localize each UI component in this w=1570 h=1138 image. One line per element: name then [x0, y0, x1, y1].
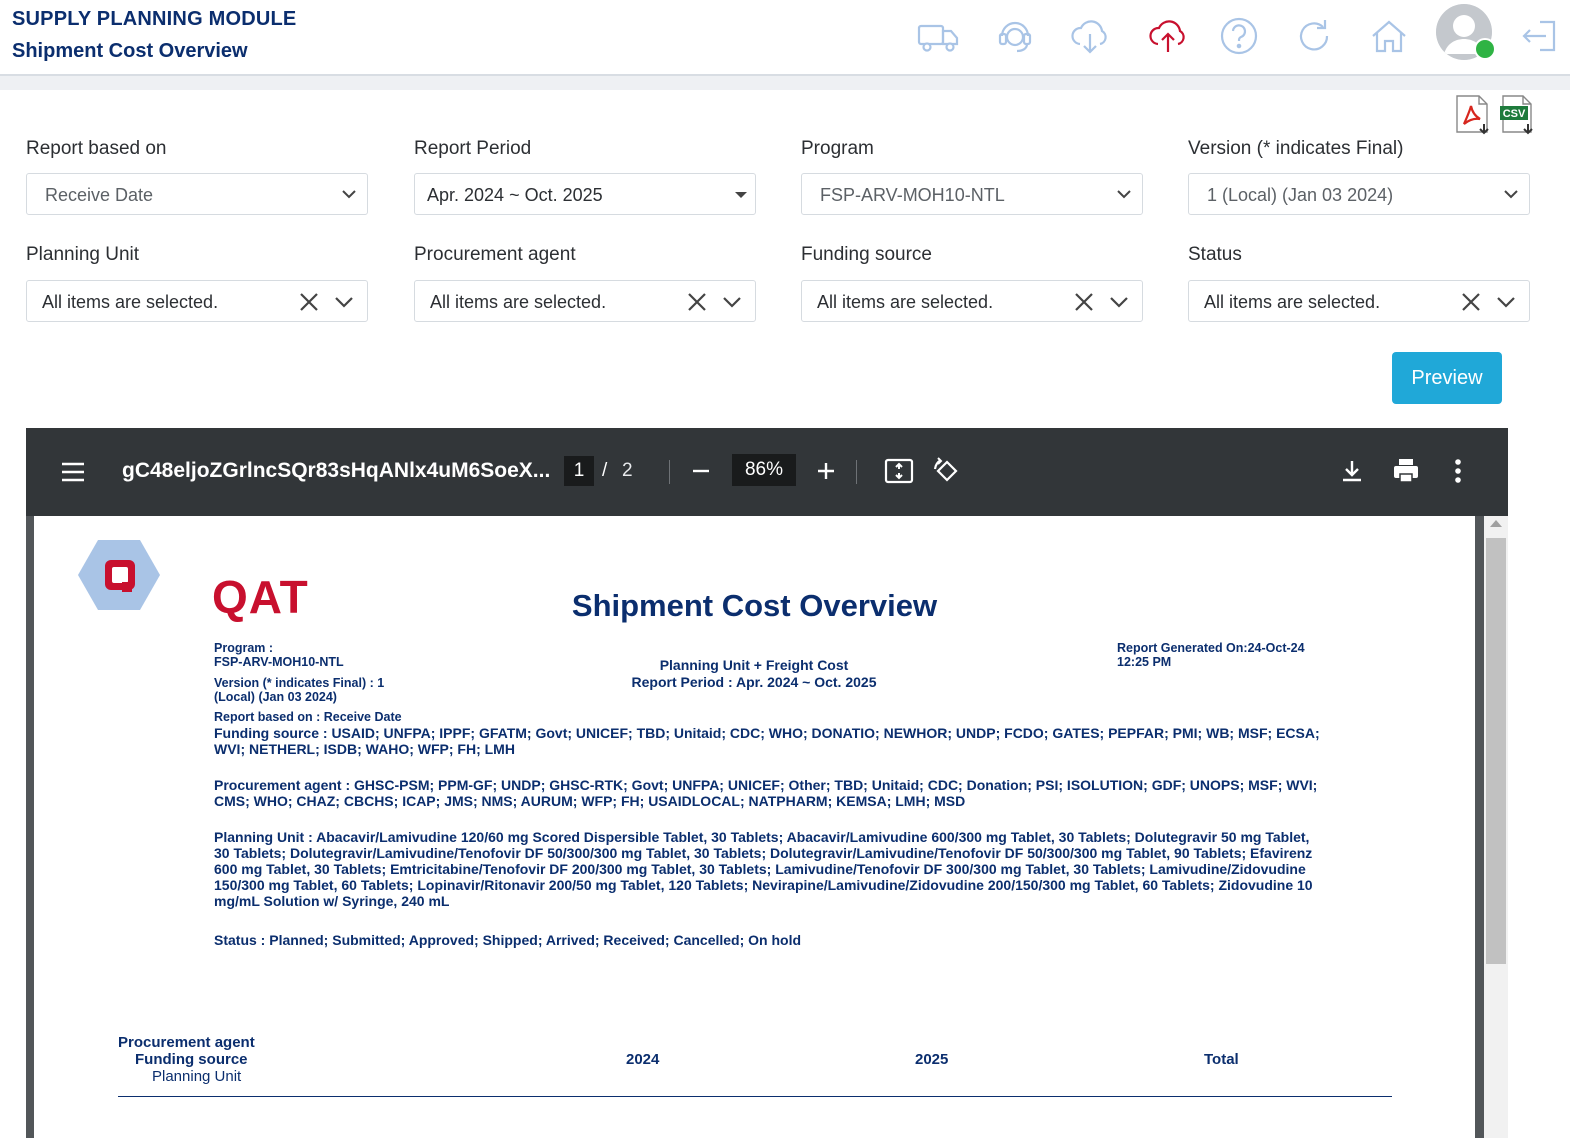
chevron-down-icon[interactable] — [1495, 291, 1517, 313]
qat-logo-text: QAT — [212, 571, 309, 623]
program-label-pdf: Program : — [214, 641, 274, 655]
fit-page-icon[interactable] — [883, 456, 915, 486]
report-subtitle: Planning Unit + Freight Cost — [659, 657, 849, 673]
clear-icon[interactable] — [1459, 290, 1483, 314]
more-options-icon[interactable] — [1448, 457, 1468, 485]
report-period-pdf: Report Period : Apr. 2024 ~ Oct. 2025 — [631, 674, 877, 690]
report-period-value: Apr. 2024 ~ Oct. 2025 — [427, 185, 603, 205]
report-based-on-pdf: Report based on : Receive Date — [214, 710, 402, 724]
report-title: Shipment Cost Overview — [571, 588, 938, 623]
pdf-export-icon[interactable] — [1454, 94, 1494, 136]
procurement-agent-pdf: Procurement agent : GHSC-PSM; PPM-GF; UNDP; GHSC-RTK; Govt; UNFPA; UNICEF; Other; TBD; Unitaid; CDC; Donation; PSI; ISOLUTION; GDF; UNOPS; MSF; WVI; CMS; WHO; CHAZ; CBCHS; ICAP; JMS; NMS; AURUM; WFP; FH; USAIDLOCAL; NATPHARM; KEMSA; LMH; MSD — [214, 777, 1318, 809]
version-label: Version (* indicates Final) — [1188, 138, 1404, 159]
status-pdf: Status : Planned; Submitted; Approved; Shipped; Arrived; Received; Cancelled; On hold — [214, 932, 802, 948]
page-number-input[interactable]: 1 — [564, 456, 594, 486]
program-value-pdf: FSP-ARV-MOH10-NTL — [214, 655, 344, 669]
funding-source-multiselect[interactable] — [801, 280, 1143, 322]
report-based-on-select[interactable] — [26, 173, 368, 215]
table-header-2025: 2025 — [915, 1051, 949, 1068]
table-header-funding-source: Funding source — [135, 1051, 248, 1068]
pdf-page — [34, 516, 1475, 1138]
table-header-total: Total — [1204, 1051, 1239, 1068]
report-based-on-label: Report based on — [26, 138, 167, 159]
status-value: All items are selected. — [1204, 292, 1381, 312]
table-header-planning-unit: Planning Unit — [152, 1068, 242, 1085]
refresh-icon[interactable] — [1292, 14, 1336, 58]
scroll-up-arrow-icon[interactable] — [1490, 520, 1502, 527]
chevron-down-icon — [1501, 184, 1521, 204]
chevron-down-icon[interactable] — [1108, 291, 1130, 313]
cloud-upload-icon[interactable] — [1146, 14, 1190, 58]
report-period-picker[interactable] — [414, 173, 756, 215]
support-agent-icon[interactable] — [993, 14, 1037, 58]
chevron-down-icon[interactable] — [721, 291, 743, 313]
chevron-down-icon — [339, 184, 359, 204]
pdf-document-name: gC48eljoZGrlncSQr83sHqANlx4uM6SoeX... — [122, 459, 551, 482]
truck-icon[interactable] — [916, 14, 960, 58]
version-select[interactable] — [1188, 173, 1530, 215]
planning-unit-value: All items are selected. — [42, 292, 219, 312]
planning-unit-multiselect[interactable] — [26, 280, 368, 322]
scroll-thumb[interactable] — [1486, 538, 1506, 964]
header-separator — [0, 76, 1570, 90]
report-period-label: Report Period — [414, 138, 532, 159]
report-based-on-value: Receive Date — [45, 185, 154, 205]
menu-icon[interactable] — [58, 458, 88, 486]
procurement-agent-value: All items are selected. — [430, 292, 607, 312]
module-title: SUPPLY PLANNING MODULE — [12, 8, 297, 30]
csv-export-icon[interactable] — [1498, 94, 1538, 136]
procurement-agent-multiselect[interactable] — [414, 280, 756, 322]
table-header-2024: 2024 — [626, 1051, 660, 1068]
home-icon[interactable] — [1367, 14, 1411, 58]
toolbar-divider — [856, 460, 857, 484]
status-label: Status — [1188, 244, 1242, 265]
version-value: 1 (Local) (Jan 03 2024) — [1207, 185, 1394, 205]
planning-unit-pdf: Planning Unit : Abacavir/Lamivudine 120/60 mg Scored Dispersible Tablet, 30 Tablets; Abacavir/Lamivudine 600/300 mg Tablet, 30 Tablets; Dolutegravir 50 mg Tablet, 30 Tablets; Dolutegravir/Lamivudine/Tenofovir DF 50/300/300 mg Tablet, 30 Tablets; Dolutegravir/Lamivudine/Tenofovir DF 50/300/300 mg Tablet, 90 Tablets; Efavirenz 600 mg Tablet, 30 Tablets; Emtricitabine/Tenofovir DF 200/300 mg Tablet, 30 Tablets; Lamivudine/Tenofovir DF 300/300 mg Tablet, 30 Tablets; Lamivudine/Zidovudine 150/300 mg Tablet, 60 Tablets; Lopinavir/Ritonavir 200/50 mg Tablet, 120 Tablets; Nevirapine/Lamivudine/Zidovudine 200/150/300 mg Tablet, 60 Tablets; Zidovudine 10 mg/mL Solution w/ Syringe, 240 mL — [214, 829, 1313, 909]
pdf-toolbar — [26, 428, 1508, 516]
report-generated-time: 12:25 PM — [1117, 655, 1172, 669]
funding-source-label: Funding source — [801, 244, 932, 265]
table-header-procurement-agent: Procurement agent — [118, 1034, 255, 1051]
clear-icon[interactable] — [1072, 290, 1096, 314]
planning-unit-label: Planning Unit — [26, 244, 140, 265]
download-icon[interactable] — [1338, 457, 1366, 485]
report-generated-date: Report Generated On:24-Oct-24 — [1117, 641, 1305, 655]
rotate-icon[interactable] — [931, 455, 963, 487]
program-select[interactable] — [801, 173, 1143, 215]
clear-icon[interactable] — [297, 290, 321, 314]
csv-label: CSV — [1502, 108, 1526, 120]
toolbar-divider — [669, 460, 670, 484]
page-separator: / — [602, 460, 608, 481]
zoom-in-icon[interactable] — [813, 458, 839, 484]
chevron-down-icon — [1114, 184, 1134, 204]
status-multiselect[interactable] — [1188, 280, 1530, 322]
zoom-out-icon[interactable] — [688, 458, 714, 484]
program-value: FSP-ARV-MOH10-NTL — [820, 185, 1005, 205]
caret-down-icon — [735, 192, 747, 198]
chevron-down-icon[interactable] — [333, 291, 355, 313]
funding-source-value: All items are selected. — [817, 292, 994, 312]
logout-icon[interactable] — [1518, 14, 1562, 58]
preview-button[interactable]: Preview — [1392, 352, 1502, 404]
help-icon[interactable] — [1217, 14, 1261, 58]
app-header — [0, 0, 1570, 76]
page-title: Shipment Cost Overview — [12, 40, 248, 62]
funding-source-pdf: Funding source : USAID; UNFPA; IPPF; GFATM; Govt; UNICEF; TBD; Unitaid; CDC; WHO; DONATIO; NEWHOR; UNDP; FCDO; GATES; PEPFAR; PMI; WB; MSF; ECSA; WVI; NETHERL; ISDB; WAHO; WFP; FH; LMH — [214, 725, 1320, 757]
cloud-download-icon[interactable] — [1068, 14, 1112, 58]
version-line1-pdf: Version (* indicates Final) : 1 — [214, 676, 385, 690]
print-icon[interactable] — [1390, 456, 1422, 486]
online-status-dot — [1474, 38, 1496, 60]
clear-icon[interactable] — [685, 290, 709, 314]
version-line2-pdf: (Local) (Jan 03 2024) — [214, 690, 337, 704]
zoom-level-input[interactable]: 86% — [732, 454, 796, 486]
page-total: 2 — [622, 460, 633, 481]
program-label: Program — [801, 138, 874, 159]
procurement-agent-label: Procurement agent — [414, 244, 576, 265]
pdf-viewer — [26, 428, 1508, 1138]
pdf-scrollbar[interactable] — [1484, 516, 1508, 1138]
table-header-rule — [118, 1096, 1392, 1097]
